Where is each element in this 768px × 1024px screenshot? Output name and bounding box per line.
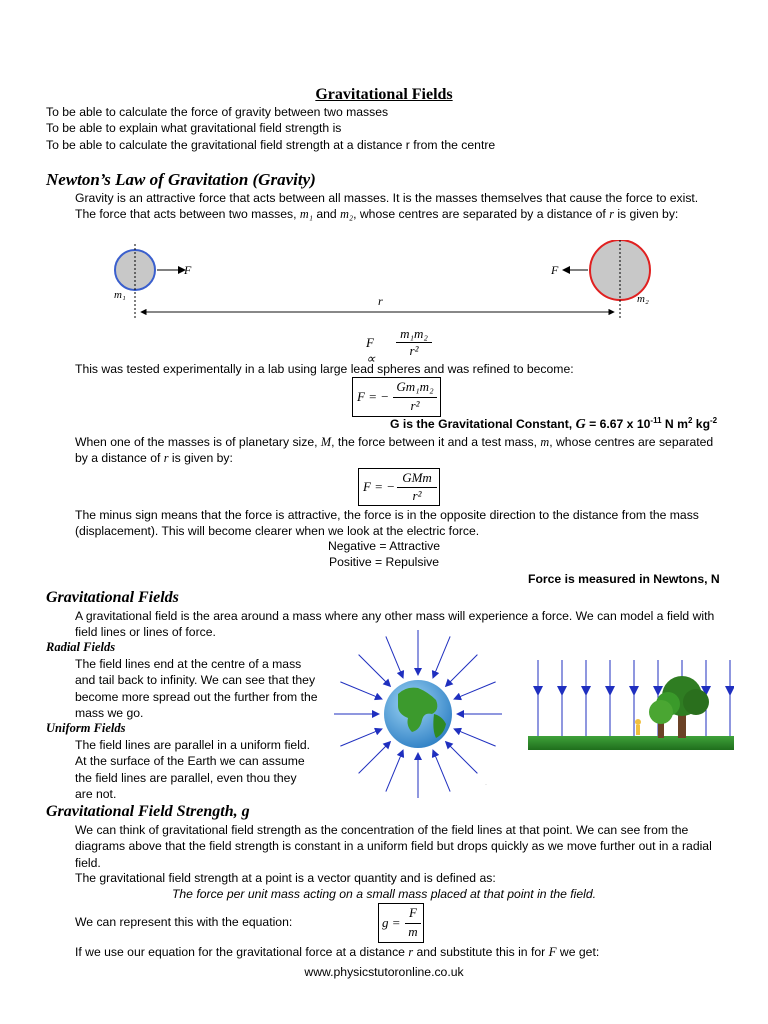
radial-field-line xyxy=(340,729,381,746)
strength-heading: Gravitational Field Strength, g xyxy=(46,803,250,820)
vector-quantity-paragraph: The gravitational field strength at a point is a vector quantity and is defined as: xyxy=(75,871,496,885)
footer-url: www.physicstutoronline.co.uk xyxy=(304,965,464,979)
uniform-fields-text: The field lines are parallel in a uniform field. At the surface of the Earth we can assume the field lines are parallel, even thou they are not. xyxy=(75,738,311,801)
objective-2: To be able to explain what gravitational field strength is xyxy=(46,121,342,135)
radial-fields-heading: Radial Fields xyxy=(46,640,116,654)
two-masses-diagram xyxy=(105,240,665,322)
positive-repulsive: Positive = Repulsive xyxy=(328,555,440,569)
radial-field-diagram xyxy=(330,628,506,800)
strength-definition: The force per unit mass acting on a small mass placed at that point in the field. xyxy=(171,887,597,901)
radial-field-line xyxy=(359,655,390,686)
uniform-field-arrowhead xyxy=(557,686,567,696)
radial-field-line xyxy=(386,636,403,677)
ground xyxy=(528,736,734,750)
radial-field-line xyxy=(340,682,381,699)
gravitational-constant: G is the Gravitational Constant, G = 6.67 x $10^{-11}$ N $m^2$ $kg^{-2}$ xyxy=(390,416,718,433)
radial-field-line xyxy=(455,729,496,746)
newton-intro-paragraph: Gravity is an attractive force that acts between all masses. It is the masses themselves that cause the force to exist. The force that acts between two masses, m₁ and m₂, whose centres are separated by a distance of r is given by: xyxy=(75,191,699,222)
radial-fields-text: The field lines end at the centre of a mass and tail back to infinity. We can see that they become more spread out the further from the mass we go. xyxy=(75,657,318,720)
newton-heading: Newton’s Law of Gravitation (Gravity) xyxy=(46,170,316,189)
tested-paragraph: This was tested experimentally in a lab using large lead spheres and was refined to become: xyxy=(75,362,574,376)
scan-mark: · xyxy=(485,782,487,788)
force-label-left: F xyxy=(184,263,192,277)
force-unit-note: Force is measured in Newtons, N xyxy=(528,572,720,586)
planetary-force-equation-box: F = − GMm r² xyxy=(358,468,440,506)
force-label-right: F xyxy=(551,263,559,277)
planetary-paragraph: When one of the masses is of planetary size, M, the force between it and a test mass, m, whose centres are separated by a distance of r is given by: xyxy=(75,435,714,466)
uniform-field-diagram xyxy=(528,656,734,752)
force-equation-box: F = − Gm₁m₂ r² xyxy=(352,377,441,417)
uniform-field-arrowhead xyxy=(605,686,615,696)
uniform-field-arrowhead xyxy=(533,686,543,696)
radial-field-line xyxy=(446,742,477,773)
radial-field-line xyxy=(386,751,403,792)
substitute-paragraph: If we use our equation for the gravitational force at a distance r and substitute this in for F we get: xyxy=(75,944,600,959)
uniform-field-arrowhead xyxy=(581,686,591,696)
radial-field-line xyxy=(359,742,390,773)
objective-3: To be able to calculate the gravitational field strength at a distance r from the centre xyxy=(46,138,496,152)
fields-heading: Gravitational Fields xyxy=(46,589,179,606)
label-m2: m₂ xyxy=(637,293,649,305)
person-icon xyxy=(635,719,641,735)
fields-intro-paragraph: A gravitational field is the area around a mass where any other mass will experience a force. We can model a field with field lines or lines of force. xyxy=(75,609,715,640)
radial-field-line xyxy=(455,682,496,699)
uniform-field-arrowhead xyxy=(725,686,734,696)
strength-paragraph: We can think of gravitational field strength as the concentration of the field lines at that point. We can see from the diagrams above that the field strength is constant in a uniform field but drops quickly as we move further out in a radial field. xyxy=(75,823,712,870)
radial-field-line xyxy=(446,655,477,686)
uniform-fields-heading: Uniform Fields xyxy=(46,721,126,735)
radial-field-line xyxy=(433,636,450,677)
label-r: r xyxy=(378,294,383,308)
uniform-field-arrowhead xyxy=(629,686,639,696)
radial-field-line xyxy=(433,751,450,792)
minus-sign-paragraph: The minus sign means that the force is attractive, the force is in the opposite direction to the distance from the mass (displacement). This will become clearer when we look at the electric force. xyxy=(75,508,699,539)
objective-1: To be able to calculate the force of gravity between two masses xyxy=(46,105,389,119)
represent-text: We can represent this with the equation: xyxy=(75,915,293,929)
page-title: Gravitational Fields xyxy=(315,86,453,103)
field-strength-equation-box: g = F m xyxy=(378,903,424,943)
negative-attractive: Negative = Attractive xyxy=(327,539,441,553)
label-m1: m₁ xyxy=(114,289,126,301)
